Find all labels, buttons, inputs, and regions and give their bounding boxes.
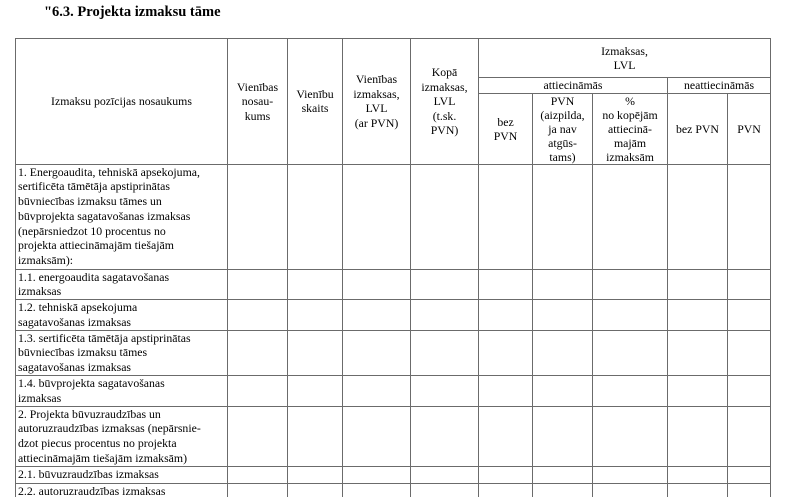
table-cell-empty xyxy=(728,406,771,466)
table-cell-empty xyxy=(668,376,728,407)
header-ineligible-vat: PVN xyxy=(728,93,771,164)
table-cell-empty xyxy=(593,300,668,331)
table-cell-empty xyxy=(533,300,593,331)
table-cell-empty xyxy=(479,330,533,375)
table-cell-empty xyxy=(288,376,343,407)
table-cell-empty xyxy=(288,330,343,375)
table-row xyxy=(16,269,771,300)
table-cell-empty xyxy=(343,483,411,497)
table-cell-empty xyxy=(228,300,288,331)
table-row xyxy=(16,164,771,269)
table-cell-empty xyxy=(668,300,728,331)
table-cell-empty xyxy=(668,483,728,497)
table-cell-empty xyxy=(533,466,593,483)
table-body xyxy=(16,164,771,497)
table-cell-empty xyxy=(228,406,288,466)
table-cell-empty xyxy=(668,164,728,269)
table-cell-empty xyxy=(533,483,593,497)
header-eligible-vat: PVN (aizpilda, ja nav atgūs- tams) xyxy=(533,93,593,164)
header-ineligible-group: neattiecināmās xyxy=(668,78,771,94)
table-cell-empty xyxy=(533,376,593,407)
table-cell-empty xyxy=(479,269,533,300)
row-label-cell: 1.1. energoaudita sagatavošanas izmaksas xyxy=(16,269,228,300)
table-cell-empty xyxy=(343,376,411,407)
table-cell-empty xyxy=(668,406,728,466)
cost-estimate-table xyxy=(15,38,771,497)
table-cell-empty xyxy=(343,300,411,331)
table-header xyxy=(16,39,771,165)
table-cell-empty xyxy=(479,466,533,483)
table-cell-empty xyxy=(411,269,479,300)
header-eligible-percent: % no kopējām attiecinā- majām izmaksām xyxy=(593,93,668,164)
table-cell-empty xyxy=(593,164,668,269)
table-row xyxy=(16,483,771,497)
section-title: "6.3. Projekta izmaksu tāme xyxy=(44,4,221,20)
table-cell-empty xyxy=(668,269,728,300)
table-cell-empty xyxy=(411,376,479,407)
table-cell-empty xyxy=(479,376,533,407)
row-label-cell: 1.4. būvprojekta sagatavošanas izmaksas xyxy=(16,376,228,407)
table-cell-empty xyxy=(411,466,479,483)
table-cell-empty xyxy=(593,466,668,483)
table-cell-empty xyxy=(411,300,479,331)
table-cell-empty xyxy=(228,376,288,407)
table-cell-empty xyxy=(728,466,771,483)
table-cell-empty xyxy=(668,466,728,483)
header-eligible-group: attiecināmās xyxy=(479,78,668,94)
table-cell-empty xyxy=(343,269,411,300)
table-cell-empty xyxy=(288,483,343,497)
header-costs-group: Izmaksas, LVL xyxy=(479,39,771,78)
row-label-cell: 1. Energoaudita, tehniskā apsekojuma, sertificēta tāmētāja apstiprinātas būvniecības izmaksu tāmes un būvprojekta sagatavošanas izmaksas (nepārsniedzot 10 procentus no projekta attiecināmajām tiešajām izmaksām): xyxy=(16,164,228,269)
table-row xyxy=(16,300,771,331)
table-cell-empty xyxy=(343,466,411,483)
table-row xyxy=(16,376,771,407)
table-cell-empty xyxy=(288,466,343,483)
table-cell-empty xyxy=(288,269,343,300)
table-cell-empty xyxy=(288,164,343,269)
table-cell-empty xyxy=(593,406,668,466)
table-cell-empty xyxy=(228,483,288,497)
table-cell-empty xyxy=(343,164,411,269)
row-label-cell: 1.3. sertificēta tāmētāja apstiprinātas būvniecības izmaksu tāmes sagatavošanas izmaksas xyxy=(16,330,228,375)
header-unit-cost: Vienības izmaksas, LVL (ar PVN) xyxy=(343,39,411,165)
table-cell-empty xyxy=(479,164,533,269)
table-cell-empty xyxy=(411,406,479,466)
table-cell-empty xyxy=(479,300,533,331)
table-cell-empty xyxy=(228,164,288,269)
table-row xyxy=(16,466,771,483)
table-cell-empty xyxy=(411,330,479,375)
table-row xyxy=(16,330,771,375)
table-cell-empty xyxy=(479,483,533,497)
table-cell-empty xyxy=(479,406,533,466)
table-cell-empty xyxy=(411,164,479,269)
table-cell-empty xyxy=(728,269,771,300)
table-cell-empty xyxy=(728,330,771,375)
table-cell-empty xyxy=(728,164,771,269)
row-label-cell: 2.1. būvuzraudzības izmaksas xyxy=(16,466,228,483)
table-cell-empty xyxy=(533,406,593,466)
header-cost-position: Izmaksu pozīcijas nosaukums xyxy=(16,39,228,165)
table-cell-empty xyxy=(728,376,771,407)
row-label-cell: 2. Projekta būvuzraudzības un autoruzraudzības izmaksas (nepārsnie- dzot piecus procentus no projekta attiecināmajām tiešajām izmaksām) xyxy=(16,406,228,466)
table-cell-empty xyxy=(533,269,593,300)
table-cell-empty xyxy=(343,330,411,375)
table-cell-empty xyxy=(411,483,479,497)
row-label-cell: 1.2. tehniskā apsekojuma sagatavošanas izmaksas xyxy=(16,300,228,331)
header-ineligible-no-vat: bez PVN xyxy=(668,93,728,164)
table-cell-empty xyxy=(593,330,668,375)
table-row xyxy=(16,406,771,466)
table-cell-empty xyxy=(288,300,343,331)
table-cell-empty xyxy=(668,330,728,375)
table-cell-empty xyxy=(288,406,343,466)
table-cell-empty xyxy=(728,300,771,331)
table-cell-empty xyxy=(593,376,668,407)
table-cell-empty xyxy=(593,269,668,300)
table-cell-empty xyxy=(593,483,668,497)
header-row-top xyxy=(16,39,771,78)
table-cell-empty xyxy=(228,269,288,300)
table-cell-empty xyxy=(228,330,288,375)
header-eligible-no-vat: bez PVN xyxy=(479,93,533,164)
table-cell-empty xyxy=(343,406,411,466)
table-cell-empty xyxy=(228,466,288,483)
table-cell-empty xyxy=(728,483,771,497)
header-unit-name: Vienības nosau- kums xyxy=(228,39,288,165)
row-label-cell: 2.2. autoruzraudzības izmaksas xyxy=(16,483,228,497)
table-cell-empty xyxy=(533,164,593,269)
table-cell-empty xyxy=(533,330,593,375)
header-total-cost: Kopā izmaksas, LVL (t.sk. PVN) xyxy=(411,39,479,165)
header-unit-count: Vienību skaits xyxy=(288,39,343,165)
